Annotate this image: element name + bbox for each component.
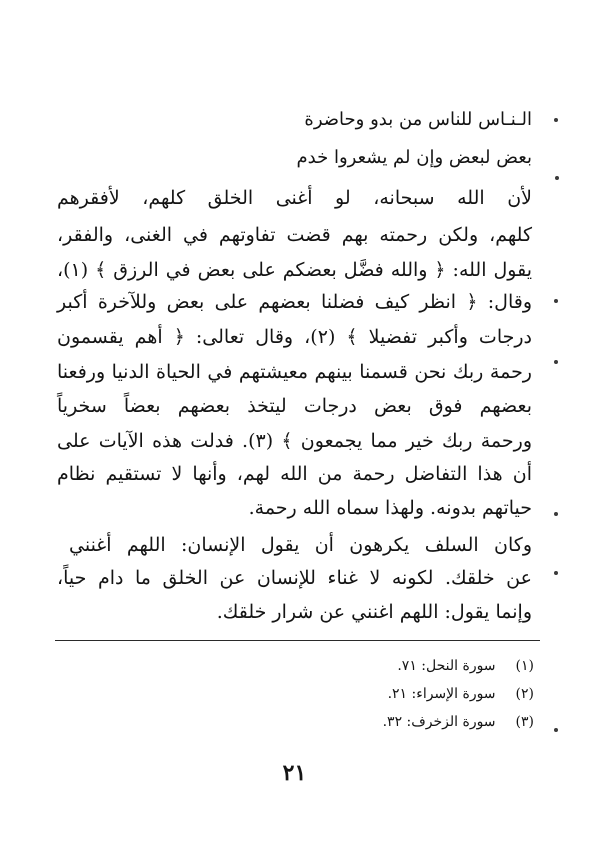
footnote-number: (١): [515, 658, 534, 674]
body-text-line: ورحمة ربك خير مما يجمعون ﴾ (٣). فدلت هذه الآيات على: [57, 430, 532, 452]
margin-speck: [554, 728, 558, 732]
body-text-line: كلهم، ولكن رحمته بهم قضت تفاوتهم في الغنى، والفقر،: [57, 224, 532, 246]
body-text-line: أن هذا التفاضل رحمة من الله لهم، وأنها لا تستقيم نظام: [57, 463, 532, 485]
margin-speck: [554, 118, 558, 122]
body-text-line: وقال: ﴿ انظر كيف فضلنا بعضهم على بعض وللآخرة أكبر: [57, 291, 532, 313]
footnote-number: (٣): [515, 714, 534, 730]
footnote: [397, 656, 534, 676]
body-text-line: عن خلقك. لكونه لا غناء للإنسان عن الخلق ما دام حياً،: [57, 567, 532, 589]
footnote-divider: [55, 640, 540, 641]
margin-speck: [554, 360, 558, 364]
body-text-line: وإنما يقول: اللهم اغنني عن شرار خلقك.: [216, 601, 532, 623]
footnote: [383, 712, 534, 732]
body-text-line: بعضهم فوق بعض درجات ليتخذ بعضهم بعضاً سخرياً: [57, 395, 532, 417]
footnote-text: سورة الإسراء: ٢١.: [387, 686, 496, 702]
footnote-text: سورة الزخرف: ٣٢.: [382, 714, 496, 730]
footnote-text: سورة النحل: ٧١.: [397, 658, 496, 674]
verse-line: الـنـاس للناس من بدو وحاضرة: [304, 109, 532, 130]
body-text-line: رحمة ربك نحن قسمنا بينهم معيشتهم في الحياة الدنيا ورفعنا: [57, 361, 532, 383]
footnote: [388, 684, 534, 704]
margin-speck: [554, 299, 558, 303]
margin-speck: [555, 176, 559, 180]
verse-line: بعض لبعض وإن لم يشعروا خدم: [296, 147, 532, 168]
margin-speck: [554, 512, 558, 516]
page-number: ٢١: [282, 760, 307, 786]
body-text-line: يقول الله: ﴿ والله فضَّل بعضكم على بعض في الرزق ﴾ (١)،: [57, 259, 532, 281]
body-text-line: لأن الله سبحانه، لو أغنى الخلق كلهم، لأفقرهم: [57, 187, 532, 209]
body-text-line: حياتهم بدونه. ولهذا سماه الله رحمة.: [248, 497, 532, 519]
body-text-line: درجات وأكبر تفضيلا ﴾ (٢)، وقال تعالى: ﴿ أهم يقسمون: [57, 326, 532, 348]
margin-speck: [554, 571, 558, 575]
body-text-line: وكان السلف يكرهون أن يقول الإنسان: اللهم أغنني: [69, 534, 532, 556]
footnote-number: (٢): [515, 686, 534, 702]
